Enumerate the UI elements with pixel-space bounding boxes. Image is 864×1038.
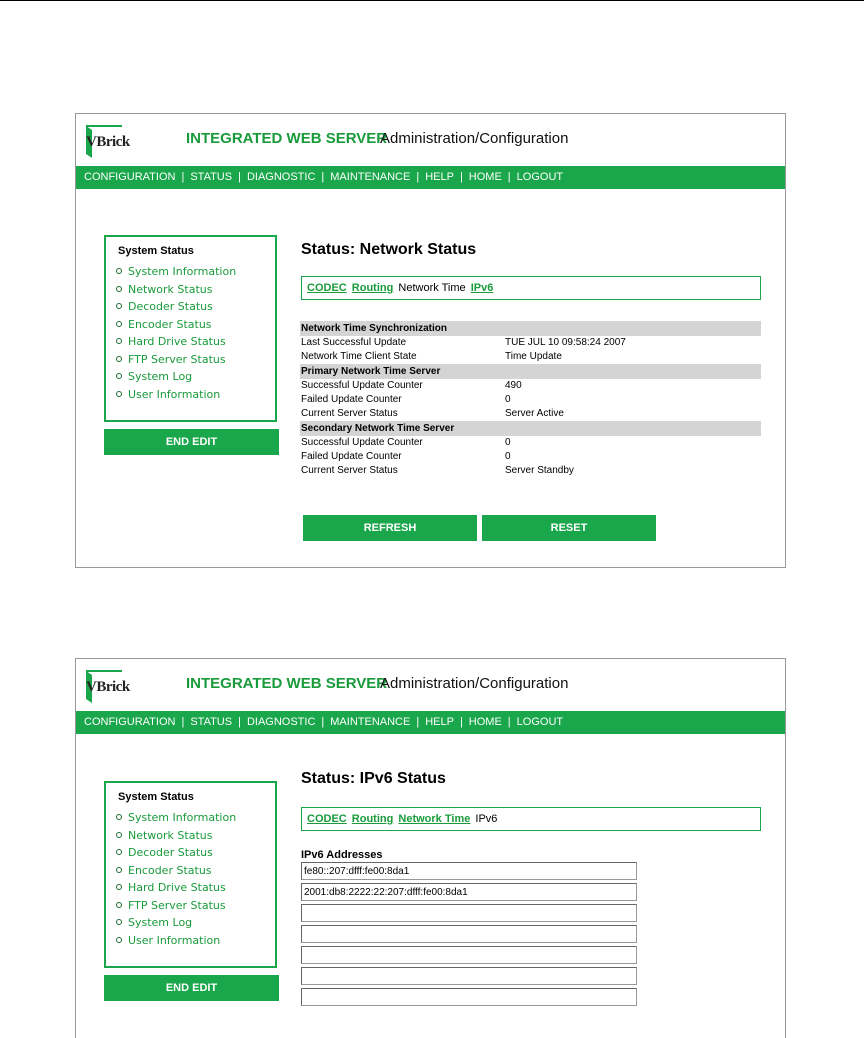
section-heading: Secondary Network Time Server — [300, 421, 761, 436]
nav-separator: | — [459, 171, 463, 183]
tab-routing[interactable]: Routing — [351, 813, 394, 825]
brand-title: INTEGRATED WEB SERVER — [186, 675, 388, 692]
row-value: 490 — [505, 380, 522, 391]
sidebar-item-label: Decoder Status — [128, 300, 213, 313]
tab-ipv6[interactable]: IPv6 — [470, 282, 494, 294]
nav-maintenance[interactable]: MAINTENANCE — [330, 171, 411, 183]
system-status-sidebar — [104, 781, 277, 968]
bullet-icon — [116, 902, 122, 908]
table-row — [300, 336, 761, 350]
section-heading: Primary Network Time Server — [300, 364, 761, 379]
sidebar-item-label: System Information — [128, 265, 237, 278]
bullet-icon — [116, 814, 122, 820]
tab-routing[interactable]: Routing — [351, 282, 394, 294]
bullet-icon — [116, 919, 122, 925]
nav-separator: | — [321, 716, 325, 728]
network-time-table — [300, 321, 761, 478]
header — [76, 659, 785, 711]
bullet-icon — [116, 268, 122, 274]
tab-codec[interactable]: CODEC — [307, 813, 347, 825]
header-subtitle: Administration/Configuration — [380, 130, 569, 147]
sidebar-item-label: FTP Server Status — [128, 898, 226, 912]
row-label: Current Server Status — [301, 465, 398, 476]
row-label: Last Successful Update — [301, 337, 407, 348]
sidebar-item-label: Encoder Status — [128, 317, 212, 331]
status-tabs — [301, 276, 761, 300]
ipv6-address-field[interactable] — [301, 946, 637, 964]
table-row — [300, 464, 761, 478]
nav-status[interactable]: STATUS — [190, 171, 233, 183]
page-title: Status: IPv6 Status — [301, 770, 446, 787]
network-status-screenshot — [75, 113, 786, 568]
table-row — [300, 379, 761, 393]
sidebar-item-ftp-server-status[interactable] — [116, 351, 275, 369]
nav-separator: | — [238, 716, 241, 728]
row-value: 0 — [505, 394, 511, 405]
sidebar-title: System Status — [118, 245, 194, 257]
row-value: Server Active — [505, 408, 564, 419]
nav-logout[interactable]: LOGOUT — [516, 716, 564, 728]
ipv6-address-field[interactable] — [301, 967, 637, 985]
section-header — [300, 321, 761, 336]
nav-separator: | — [507, 171, 511, 183]
header-subtitle: Administration/Configuration — [380, 675, 569, 692]
nav-status[interactable]: STATUS — [190, 716, 233, 728]
row-value: Time Update — [505, 351, 562, 362]
ipv6-address-field[interactable] — [301, 883, 637, 901]
sidebar-item-encoder-status[interactable] — [116, 316, 275, 334]
nav-bar — [76, 711, 785, 734]
sidebar-item-label: System Log — [128, 916, 193, 929]
page-title: Status: Network Status — [301, 241, 477, 258]
vbrick-logo — [82, 124, 136, 158]
sidebar-item-system-log[interactable] — [116, 368, 275, 386]
nav-separator: | — [181, 716, 185, 728]
nav-help[interactable]: HELP — [425, 171, 454, 183]
table-row — [300, 450, 761, 464]
nav-home[interactable]: HOME — [468, 716, 502, 728]
ipv6-address-field[interactable] — [301, 862, 637, 880]
tab-codec[interactable]: CODEC — [307, 282, 347, 294]
sidebar-item-system-information[interactable] — [116, 809, 275, 827]
sidebar-item-label: System Log — [128, 370, 193, 383]
row-value: 0 — [505, 451, 511, 462]
row-value: 0 — [505, 437, 511, 448]
section-heading: Network Time Synchronization — [300, 321, 761, 336]
ipv6-address-field[interactable] — [301, 988, 637, 1006]
end-edit-button[interactable]: END EDIT — [104, 975, 279, 1001]
ipv6-status-screenshot — [75, 658, 786, 1038]
sidebar-item-label: Decoder Status — [128, 846, 213, 859]
nav-separator: | — [321, 171, 325, 183]
tab-network-time: Network Time — [398, 282, 466, 294]
nav-help[interactable]: HELP — [425, 716, 454, 728]
row-value: TUE JUL 10 09:58:24 2007 — [505, 337, 626, 348]
system-status-sidebar — [104, 235, 277, 422]
nav-diagnostic[interactable]: DIAGNOSTIC — [246, 716, 316, 728]
bullet-icon — [116, 338, 122, 344]
table-row — [300, 436, 761, 450]
table-row — [300, 350, 761, 364]
status-tabs — [301, 807, 761, 831]
sidebar-item-system-information[interactable] — [116, 263, 275, 281]
tab-ipv6: IPv6 — [475, 813, 498, 825]
sidebar-item-label: User Information — [128, 387, 221, 401]
header — [76, 114, 785, 166]
sidebar-item-user-information[interactable] — [116, 386, 275, 404]
row-value: Server Standby — [505, 465, 574, 476]
nav-separator: | — [181, 171, 185, 183]
bullet-icon — [116, 884, 122, 890]
nav-separator: | — [459, 716, 463, 728]
logo-text: VBrick — [86, 679, 130, 695]
bullet-icon — [116, 303, 122, 309]
section-header — [300, 421, 761, 436]
nav-configuration[interactable]: CONFIGURATION — [84, 716, 176, 728]
bullet-icon — [116, 373, 122, 379]
bullet-icon — [116, 356, 122, 362]
table-row — [300, 407, 761, 421]
sidebar-item-label: Network Status — [128, 282, 213, 296]
bullet-icon — [116, 937, 122, 943]
sidebar-item-label: Encoder Status — [128, 863, 212, 877]
nav-diagnostic[interactable]: DIAGNOSTIC — [246, 171, 316, 183]
nav-separator: | — [238, 171, 241, 183]
sidebar-item-encoder-status[interactable] — [116, 862, 275, 880]
nav-separator: | — [507, 716, 511, 728]
top-rule — [0, 0, 864, 1]
sidebar-title: System Status — [118, 791, 194, 803]
bullet-icon — [116, 867, 122, 873]
nav-maintenance[interactable]: MAINTENANCE — [330, 716, 411, 728]
row-label: Network Time Client State — [301, 351, 417, 362]
bullet-icon — [116, 849, 122, 855]
nav-bar — [76, 166, 785, 189]
sidebar-item-label: User Information — [128, 933, 221, 947]
sidebar-item-network-status[interactable] — [116, 827, 275, 845]
ipv6-address-field[interactable] — [301, 904, 637, 922]
sidebar-item-label: FTP Server Status — [128, 352, 226, 366]
table-row — [300, 393, 761, 407]
sidebar-item-ftp-server-status[interactable] — [116, 897, 275, 915]
row-label: Successful Update Counter — [301, 437, 423, 448]
sidebar-item-network-status[interactable] — [116, 281, 275, 299]
refresh-button[interactable]: REFRESH — [303, 515, 477, 541]
bullet-icon — [116, 832, 122, 838]
ipv6-addresses-label: IPv6 Addresses — [301, 849, 383, 861]
row-label: Failed Update Counter — [301, 394, 402, 405]
ipv6-address-field[interactable] — [301, 925, 637, 943]
nav-separator: | — [416, 171, 420, 183]
bullet-icon — [116, 321, 122, 327]
nav-configuration[interactable]: CONFIGURATION — [84, 171, 176, 183]
sidebar-item-label: Hard Drive Status — [128, 335, 226, 348]
brand-title: INTEGRATED WEB SERVER — [186, 130, 388, 147]
sidebar-item-system-log[interactable] — [116, 914, 275, 932]
reset-button[interactable]: RESET — [482, 515, 656, 541]
logo-text: VBrick — [86, 134, 130, 150]
sidebar-item-label: System Information — [128, 811, 237, 824]
sidebar-item-user-information[interactable] — [116, 932, 275, 950]
section-header — [300, 364, 761, 379]
row-label: Failed Update Counter — [301, 451, 402, 462]
sidebar-item-hard-drive-status[interactable] — [116, 333, 275, 351]
bullet-icon — [116, 286, 122, 292]
end-edit-button[interactable]: END EDIT — [104, 429, 279, 455]
row-label: Current Server Status — [301, 408, 398, 419]
nav-separator: | — [416, 716, 420, 728]
sidebar-item-label: Network Status — [128, 828, 213, 842]
bullet-icon — [116, 391, 122, 397]
tab-network-time[interactable]: Network Time — [398, 813, 471, 825]
nav-home[interactable]: HOME — [468, 171, 502, 183]
vbrick-logo — [82, 669, 136, 703]
sidebar-item-decoder-status[interactable] — [116, 844, 275, 862]
sidebar-item-hard-drive-status[interactable] — [116, 879, 275, 897]
row-label: Successful Update Counter — [301, 380, 423, 391]
nav-logout[interactable]: LOGOUT — [516, 171, 564, 183]
sidebar-item-decoder-status[interactable] — [116, 298, 275, 316]
sidebar-item-label: Hard Drive Status — [128, 881, 226, 894]
